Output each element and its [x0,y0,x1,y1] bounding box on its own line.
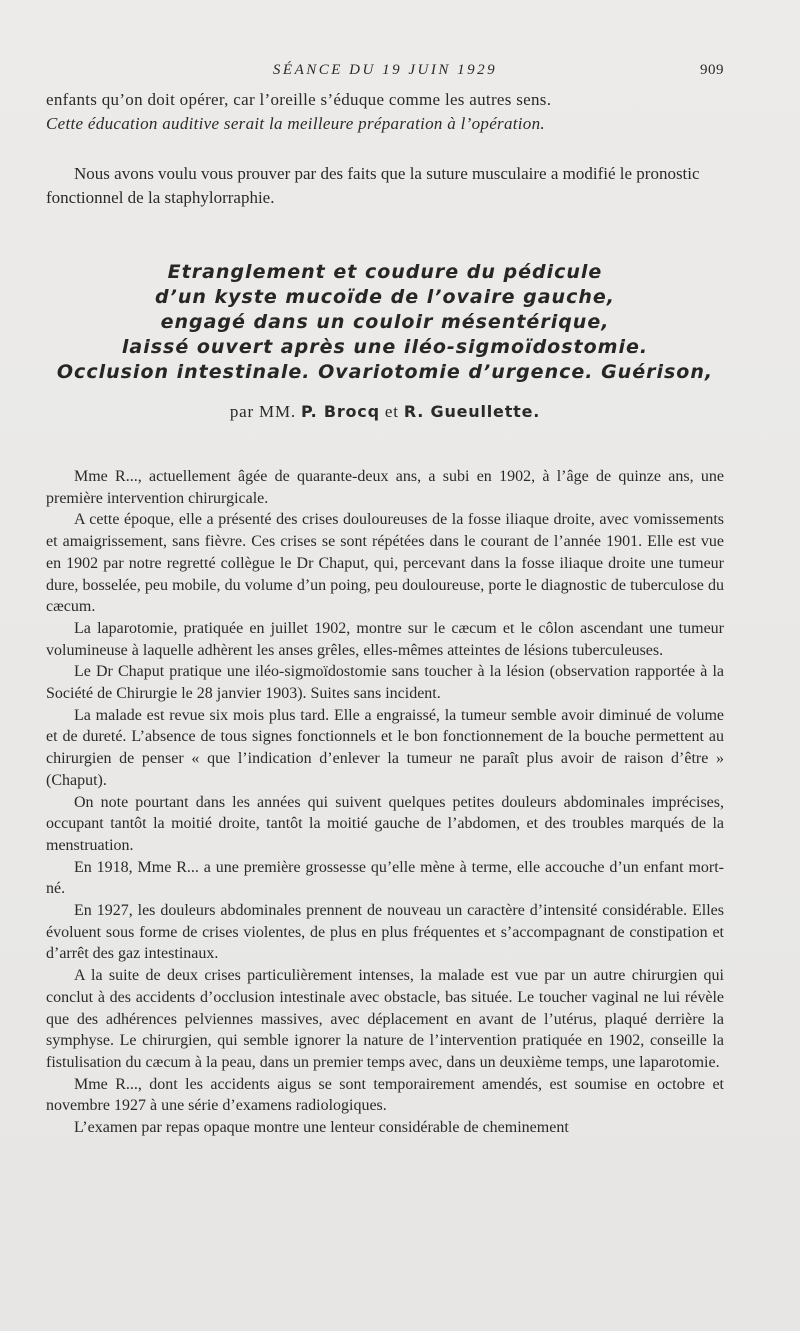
body-paragraph: A cette époque, elle a présenté des crises douloureuses de la fosse iliaque droite, avec vomissements et amaigrissement, sans fièvre. Ces crises se sont répétées dans le courant de l’année 1901. Elle est vue en 1902 par notre regretté collègue le Dr Chaput, qui, percevant dans la fosse iliaque droite une tumeur dure, bosselée, peu mobile, du volume d’un poing, peu douloureuse, porte le diagnostic de tuberculose du cæcum. [46,511,724,616]
article-title [46,260,724,385]
body-paragraph: En 1927, les douleurs abdominales prennent de nouveau un caractère d’intensité considérable. Elles évoluent sous forme de crises violentes, de plus en plus fréquentes et s’accompagnant de constipation et d’arrêt des gaz intestinaux. [46,902,724,963]
body-paragraph: En 1918, Mme R... a une première grossesse qu’elle mène à terme, elle accouche d’un enfant mort-né. [46,858,724,898]
page-number: 909 [700,62,724,78]
body-paragraph: Le Dr Chaput pratique une iléo-sigmoïdostomie sans toucher à la lésion (observation rapportée à la Société de Chirurgie le 28 janvier 1903). Suites sans incident. [46,663,724,703]
body-paragraph: On note pourtant dans les années qui suivent quelques petites douleurs abdominales imprécises, occupant tantôt la moitié droite, tantôt la moitié gauche de l’abdomen, et des troubles marqués de la menstruation. [46,793,724,854]
conclusion-text: Nous avons voulu vous prouver par des faits que la suture musculaire a modifié le pronostic fonctionnel de la staphylorraphie. [46,164,700,207]
body-paragraph: La malade est revue six mois plus tard. Elle a engraissé, la tumeur semble avoir diminué de volume et de dureté. L’absence de tous signes fonctionnels et le bon fonctionnement de la bouche permettent au chirurgien de penser « que l’indication d’enlever la tumeur ne paraît plus avoir de raison d’être » (Chaput). [46,706,724,789]
session-title: SÉANCE DU 19 JUIN 1929 [272,62,498,78]
body-paragraph: A la suite de deux crises particulièrement intenses, la malade est vue par un autre chirurgien qui conclut à des accidents d’occlusion intestinale avec obstacle, bas située. Le toucher vaginal ne lui révèle que des adhérences pelviennes massives, avec déplacement en avant de l’utérus, plaqué derrière la symphyse. Le chirurgien, qui semble ignorer la nature de l’intervention pratiquée en 1902, conseille la fistulisation du cæcum à la peau, dans un premier temps avec, dans un deuxième temps, une laparotomie. [46,967,724,1071]
body-paragraph: Mme R..., actuellement âgée de quarante-deux ans, a subi en 1902, à l’âge de quinze ans, une première intervention chirurgicale. [46,468,724,507]
running-header [46,62,724,86]
byline-prefix: par MM. [229,402,296,421]
byline [46,402,724,422]
title-line: laissé ouvert après une iléo-sigmoïdostomie. [121,336,649,358]
title-line: Occlusion intestinale. Ovariotomie d’urgence. Guérison, [56,361,714,383]
title-line: engagé dans un couloir mésentérique, [160,311,610,333]
title-line: Etranglement et coudure du pédicule [167,261,603,283]
article-body [46,466,724,1139]
body-paragraph: La laparotomie, pratiquée en juillet 1902, montre sur le cæcum et le côlon ascendant une tumeur volumineuse à laquelle adhèrent les anses grêles, elles-mêmes atteintes de lésions tuberculeuses. [46,619,724,659]
title-line: d’un kyste mucoïde de l’ovaire gauche, [155,286,615,308]
author-gueullette: R. Gueullette. [403,402,541,421]
intro-line: enfants qu’on doit opérer, car l’oreille s’éduque comme les autres sens. [46,90,552,109]
byline-and: et [384,402,399,421]
intro-italic-line: Cette éducation auditive serait la meilleure préparation à l’opération. [46,114,545,133]
body-paragraph: Mme R..., dont les accidents aigus se sont temporairement amendés, est soumise en octobre et novembre 1927 à une série d’examens radiologiques. [46,1075,724,1115]
author-brocq: P. Brocq [300,402,380,421]
body-paragraph: L’examen par repas opaque montre une lenteur considérable de cheminement [74,1119,569,1137]
intro-paragraph [46,88,724,136]
conclusion-paragraph [46,162,724,210]
